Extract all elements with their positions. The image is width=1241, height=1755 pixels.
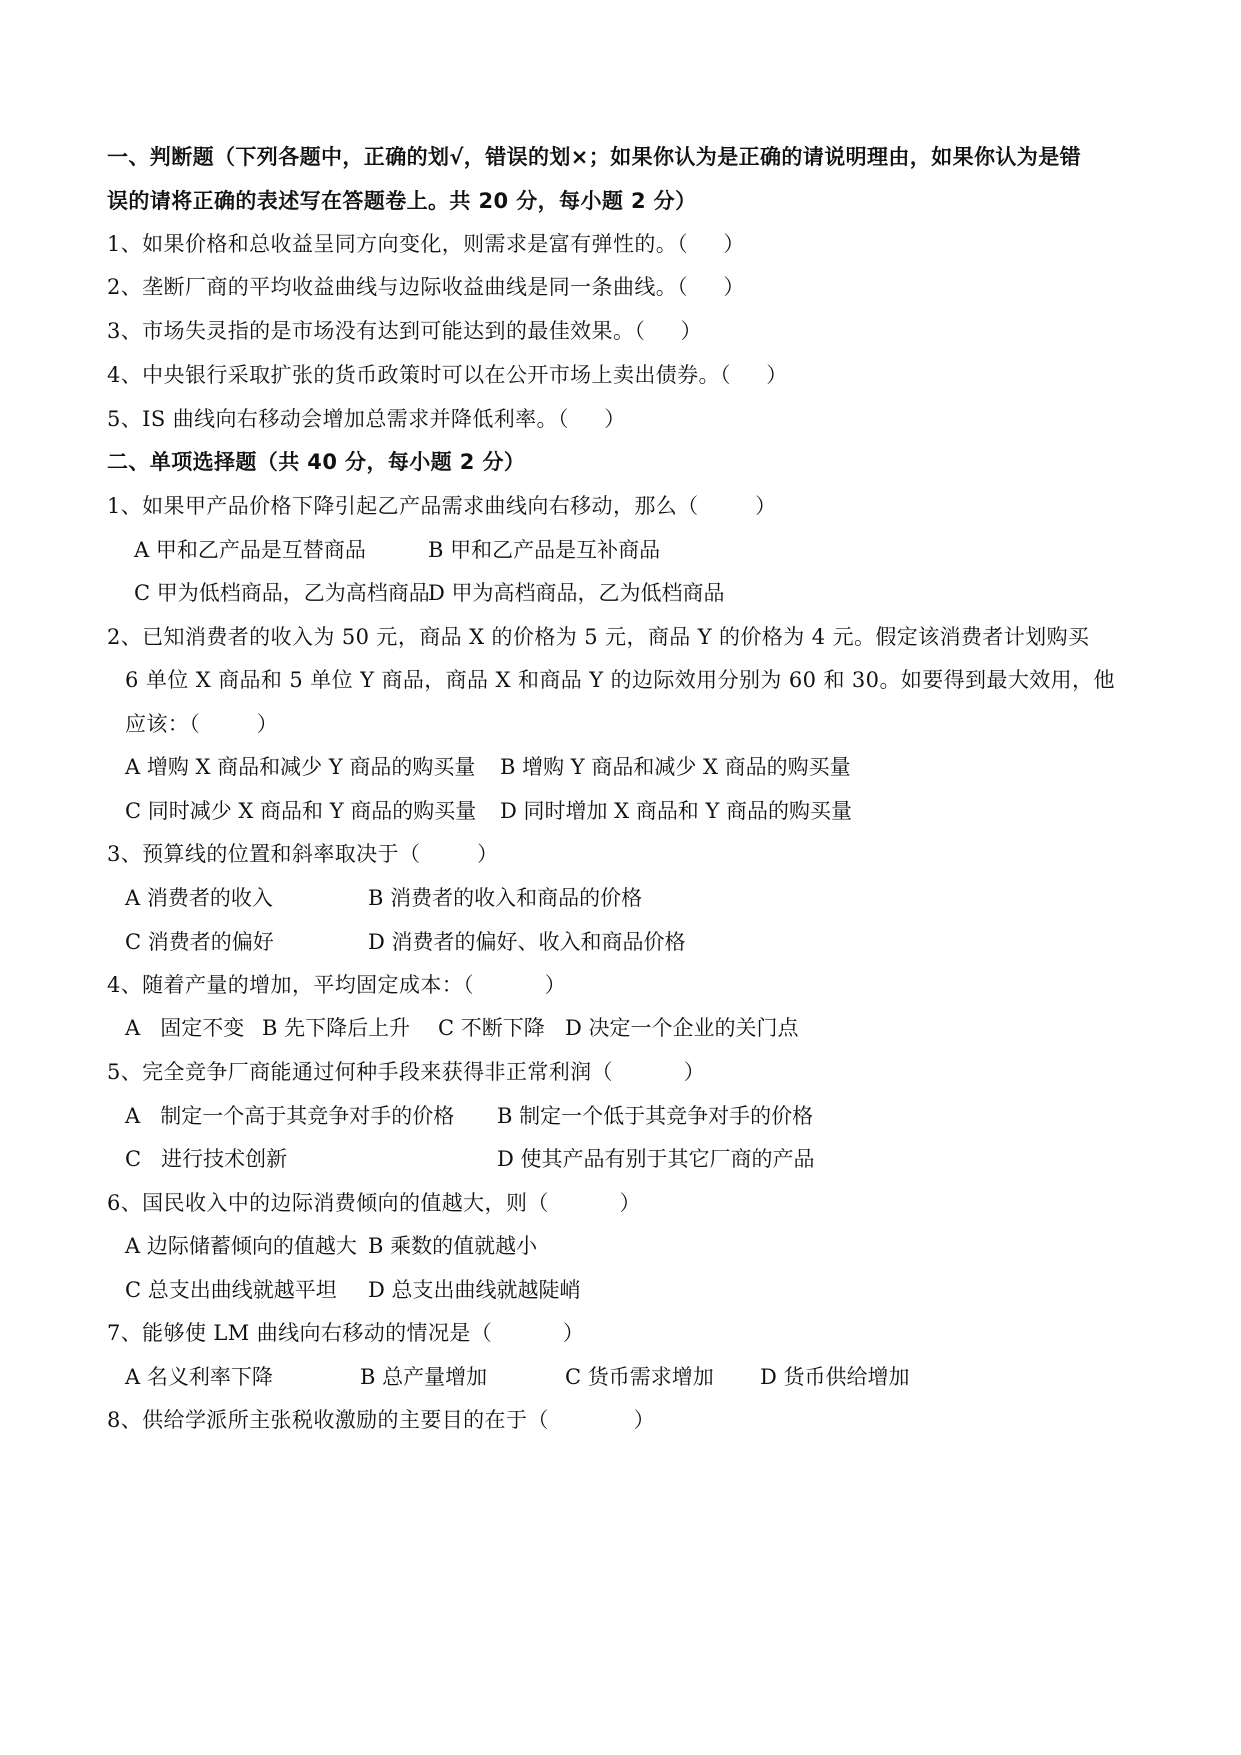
mc-question-2-option-c: C 同时减少 X 商品和 Y 商品的购买量 [125,799,477,823]
mc-question-5-option-b: B 制定一个低于其竞争对手的价格 [497,1104,814,1128]
mc-question-6-stem: 6、国民收入中的边际消费倾向的值越大，则（ ） [107,1191,641,1215]
mc-question-6-option-c: C 总支出曲线就越平坦 [125,1278,337,1302]
mc-question-2-option-d: D 同时增加 X 商品和 Y 商品的购买量 [500,799,853,823]
tf-question-2: 2、垄断厂商的平均收益曲线与边际收益曲线是同一条曲线。（ ） [107,275,745,299]
mc-question-4-option-b: B 先下降后上升 [262,1016,411,1040]
mc-question-4-option-d: D 决定一个企业的关门点 [565,1016,799,1040]
mc-question-6-option-a: A 边际储蓄倾向的值越大 [125,1234,357,1258]
mc-question-8-stem: 8、供给学派所主张税收激励的主要目的在于（ ） [107,1408,656,1432]
mc-question-3-option-b: B 消费者的收入和商品的价格 [368,886,643,910]
section1-title-line2: 误的请将正确的表述写在答题卷上。共 20 分，每小题 2 分） [107,189,697,213]
tf-question-4: 4、中央银行采取扩张的货币政策时可以在公开市场上卖出债券。（ ） [107,363,788,387]
mc-question-1-option-c: C 甲为低档商品，乙为高档商品 [134,581,430,605]
mc-question-7-option-d: D 货币供给增加 [760,1365,910,1389]
mc-question-1-option-a: A 甲和乙产品是互替商品 [134,538,366,562]
mc-question-2-stem-line2: 6 单位 X 商品和 5 单位 Y 商品，商品 X 和商品 Y 的边际效用分别为 60 和 30。如要得到最大效用，他 [125,668,1115,692]
mc-question-6-option-b: B 乘数的值就越小 [368,1234,538,1258]
mc-question-5-option-a: A 制定一个高于其竞争对手的价格 [125,1104,455,1128]
mc-question-2-stem-line1: 2、已知消费者的收入为 50 元，商品 X 的价格为 5 元，商品 Y 的价格为 4 元。假定该消费者计划购买 [107,625,1090,649]
mc-question-7-option-b: B 总产量增加 [360,1365,488,1389]
mc-question-4-stem: 4、随着产量的增加，平均固定成本：（ ） [107,973,567,997]
mc-question-1-option-b: B 甲和乙产品是互补商品 [428,538,661,562]
tf-question-5: 5、IS 曲线向右移动会增加总需求并降低利率。（ ） [107,407,626,431]
mc-question-5-option-d: D 使其产品有别于其它厂商的产品 [497,1147,815,1171]
mc-question-2-option-a: A 增购 X 商品和减少 Y 商品的购买量 [125,755,476,779]
tf-question-1: 1、如果价格和总收益呈同方向变化，则需求是富有弹性的。（ ） [107,232,745,256]
mc-question-4-option-a: A 固定不变 [125,1016,245,1040]
mc-question-1-option-d: D 甲为高档商品，乙为低档商品 [428,581,725,605]
mc-question-4-option-c: C 不断下降 [438,1016,545,1040]
section1-title-line1: 一、判断题（下列各题中，正确的划√，错误的划×；如果你认为是正确的请说明理由，如果你认为是错 [107,145,1081,169]
mc-question-2-stem-line3: 应该：（ ） [125,712,279,736]
mc-question-5-stem: 5、完全竞争厂商能通过何种手段来获得非正常利润（ ） [107,1060,706,1084]
mc-question-7-option-a: A 名义利率下降 [125,1365,273,1389]
mc-question-2-option-b: B 增购 Y 商品和减少 X 商品的购买量 [500,755,851,779]
mc-question-3-option-c: C 消费者的偏好 [125,930,274,954]
mc-question-6-option-d: D 总支出曲线就越陡峭 [368,1278,581,1302]
mc-question-3-option-a: A 消费者的收入 [125,886,273,910]
mc-question-3-option-d: D 消费者的偏好、收入和商品价格 [368,930,686,954]
mc-question-1-stem: 1、如果甲产品价格下降引起乙产品需求曲线向右移动，那么（ ） [107,494,777,518]
mc-question-7-option-c: C 货币需求增加 [565,1365,714,1389]
mc-question-5-option-c: C 进行技术创新 [125,1147,288,1171]
tf-question-3: 3、市场失灵指的是市场没有达到可能达到的最佳效果。（ ） [107,319,703,343]
section2-title: 二、单项选择题（共 40 分，每小题 2 分） [107,450,526,474]
mc-question-3-stem: 3、预算线的位置和斜率取决于（ ） [107,842,499,866]
mc-question-7-stem: 7、能够使 LM 曲线向右移动的情况是（ ） [107,1321,585,1345]
